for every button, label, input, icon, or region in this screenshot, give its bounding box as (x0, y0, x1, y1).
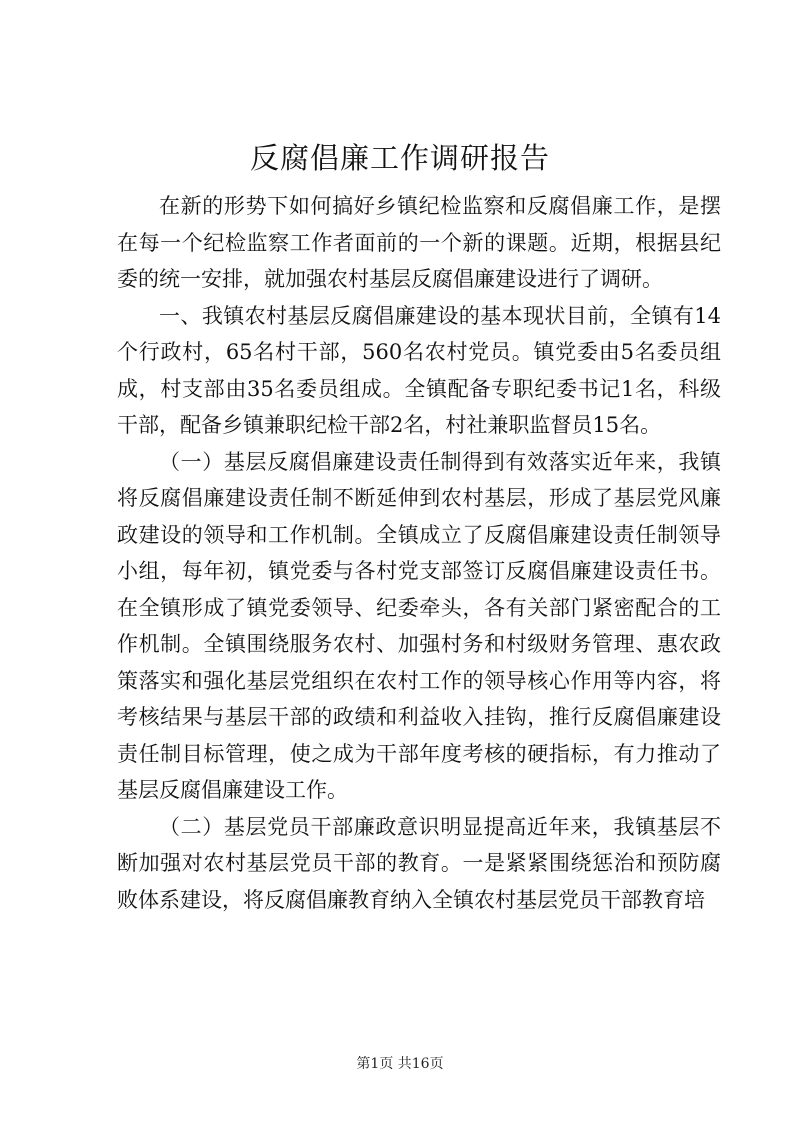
document-title: 反腐倡廉工作调研报告 (249, 141, 550, 175)
paragraph-section-1: 一、我镇农村基层反腐倡廉建设的基本现状目前，全镇有14个行政村，65名村干部，560名农村党员。镇党委由5名委员组成，村支部由35名委员组成。全镇配备专职纪委书记1名，科级干部，配备乡镇兼职纪检干部2名，村社兼职监督员15名。 (117, 303, 721, 437)
paragraph-subsection-1: （一）基层反腐倡廉建设责任制得到有效落实近年来，我镇将反腐倡廉建设责任制不断延伸到农村基层，形成了基层党风廉政建设的领导和工作机制。全镇成立了反腐倡廉建设责任制领导小组，每年初，镇党委与各村党支部签订反腐倡廉建设责任书。在全镇形成了镇党委领导、纪委牵头，各有关部门紧密配合的工作机制。全镇围绕服务农村、加强村务和村级财务管理、惠农政策落实和强化基层党组织在农村工作的领导核心作用等内容，将考核结果与基层干部的政绩和利益收入挂钩，推行反腐倡廉建设责任制目标管理，使之成为干部年度考核的硬指标，有力推动了基层反腐倡廉建设工作。 (117, 449, 721, 802)
document-body (117, 188, 721, 918)
page-footer: 第1页 共16页 (356, 1056, 444, 1072)
paragraph-intro: 在新的形势下如何搞好乡镇纪检监察和反腐倡廉工作，是摆在每一个纪检监察工作者面前的一个新的课题。近期，根据县纪委的统一安排，就加强农村基层反腐倡廉建设进行了调研。 (117, 194, 721, 291)
paragraph-subsection-2: （二）基层党员干部廉政意识明显提高近年来，我镇基层不断加强对农村基层党员干部的教育。一是紧紧围绕惩治和预防腐败体系建设，将反腐倡廉教育纳入全镇农村基层党员干部教育培 (117, 814, 721, 912)
